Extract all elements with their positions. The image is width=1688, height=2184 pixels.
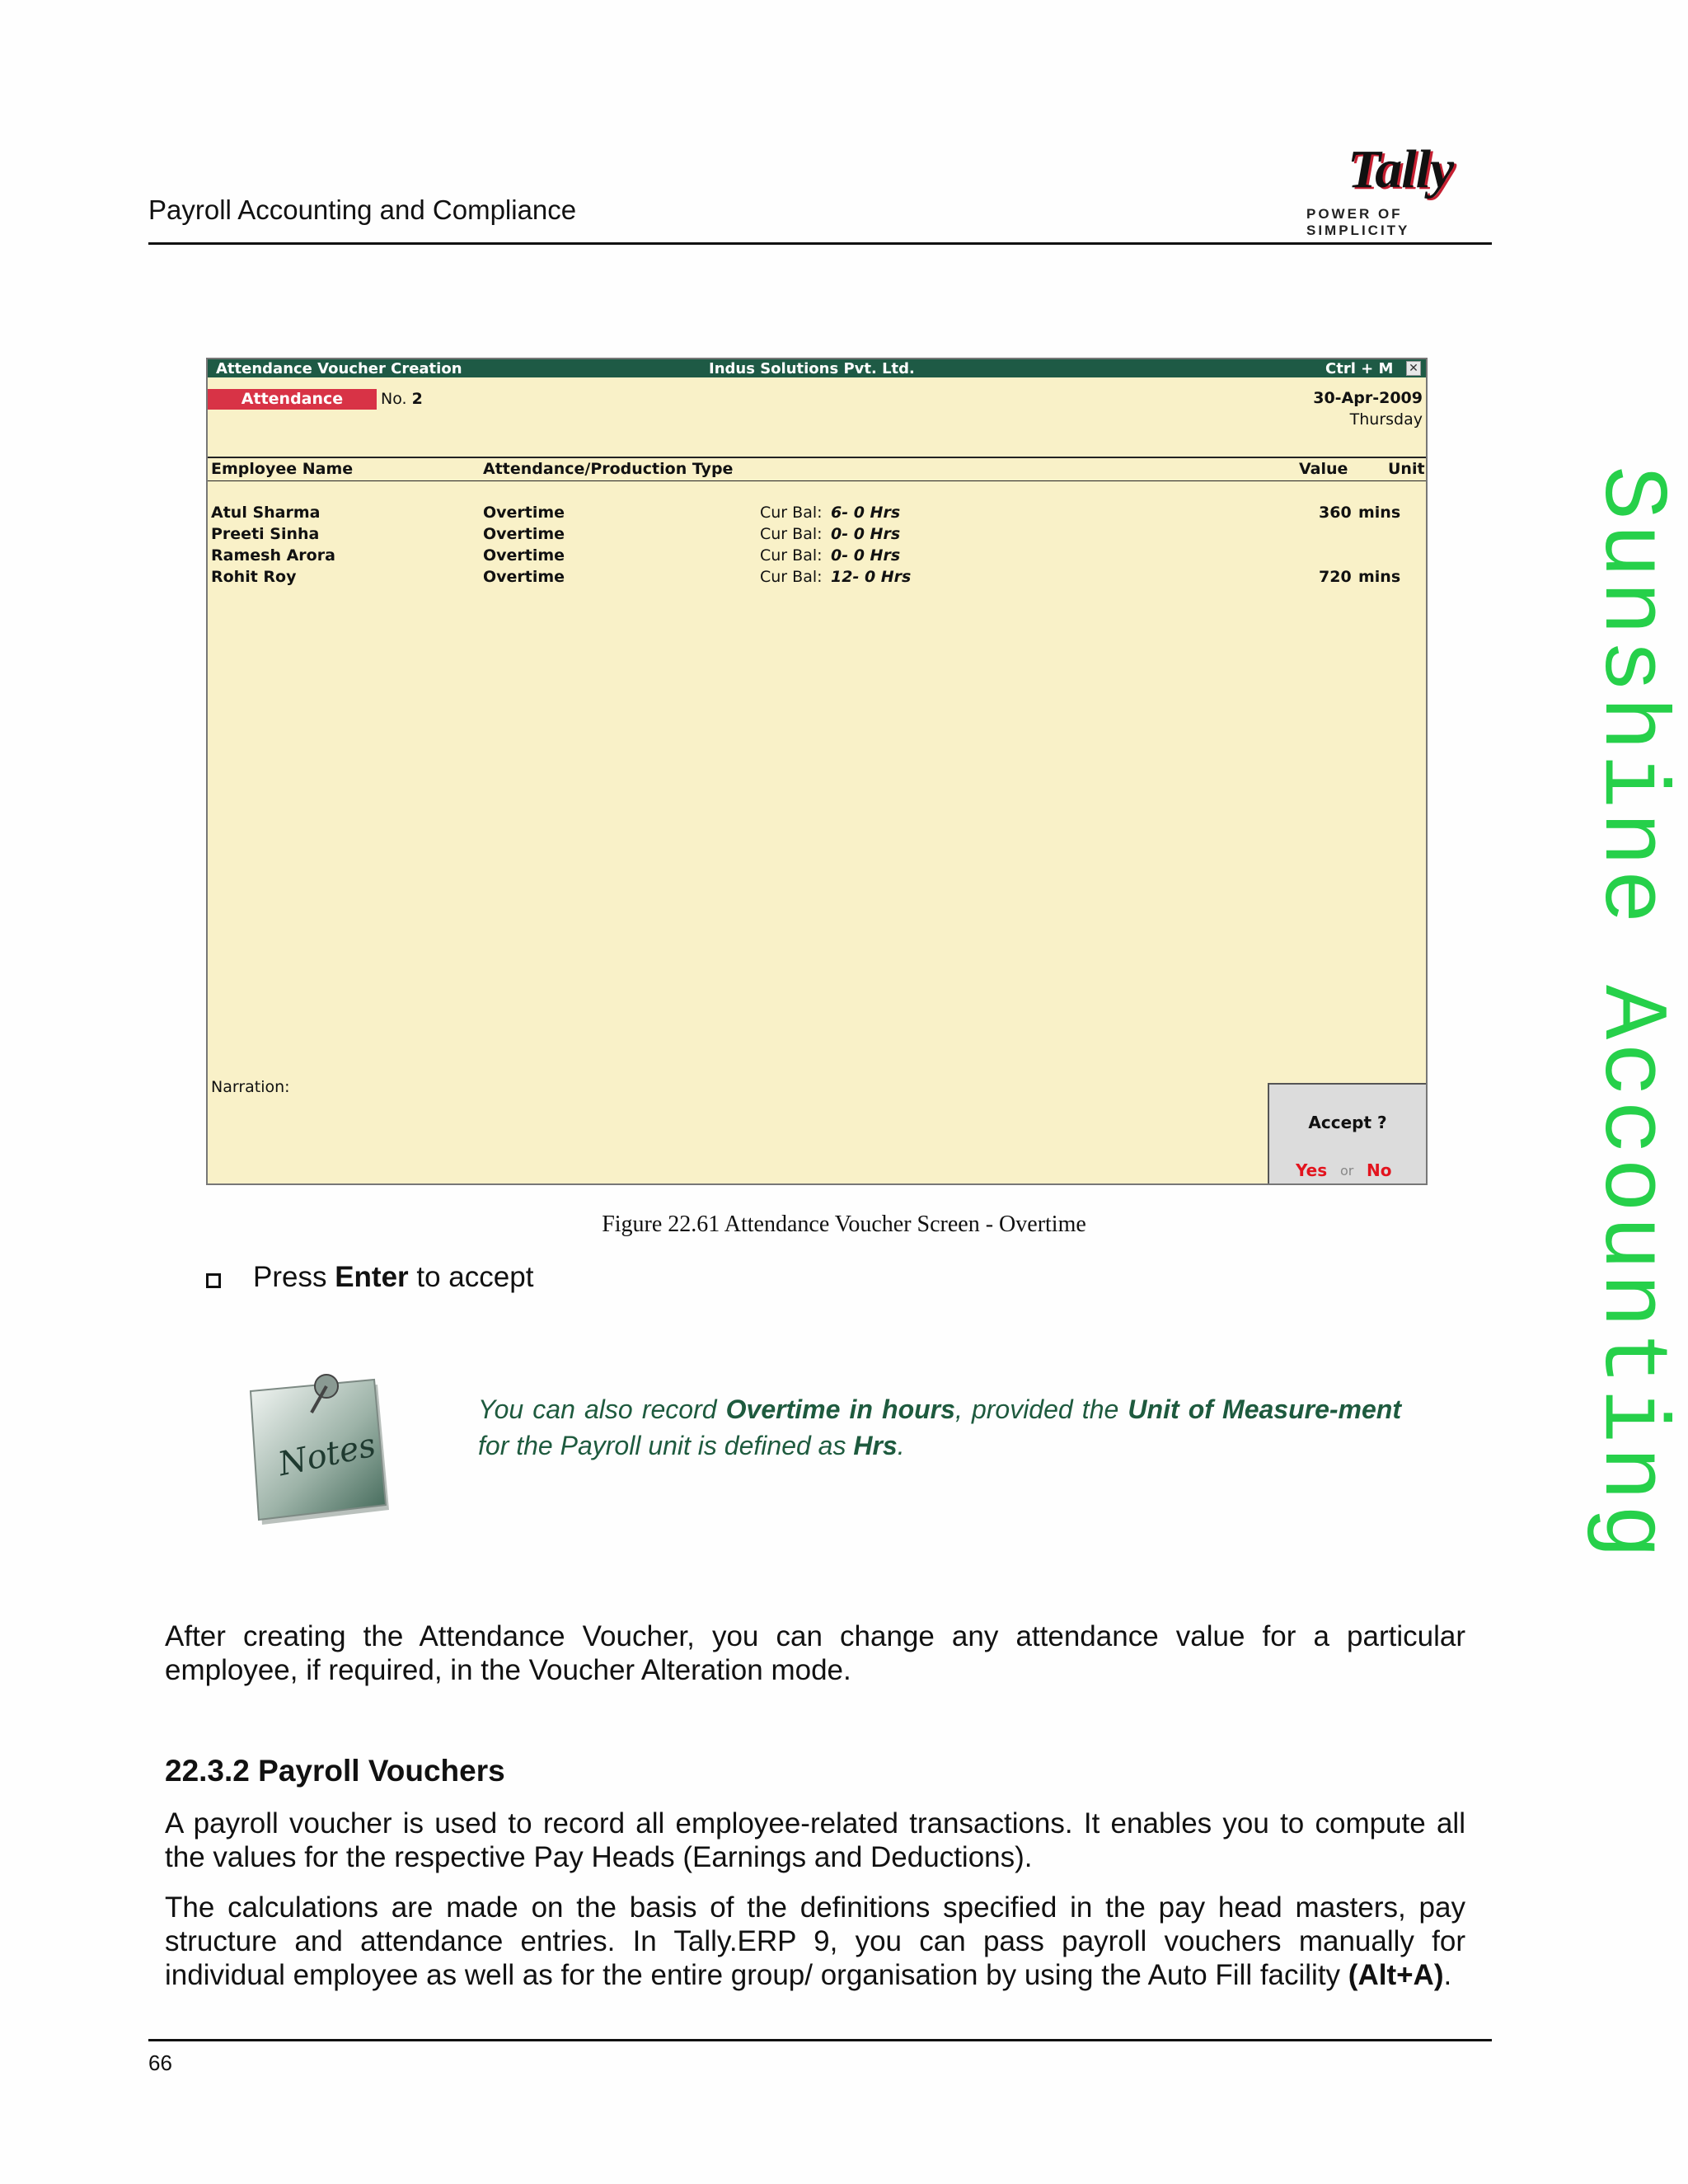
header-rule (148, 242, 1492, 245)
table-row[interactable] (208, 504, 1426, 525)
attendance-voucher-screen (206, 358, 1428, 1185)
cur-bal-label: Cur Bal: (760, 504, 823, 522)
notes-text-part: . (897, 1431, 905, 1460)
paragraph-shortcut: (Alt+A) (1348, 1959, 1444, 1991)
paragraph-end: . (1443, 1959, 1452, 1991)
tally-logo-word: Tally (1348, 139, 1454, 199)
column-attendance-type: Attendance/Production Type (483, 460, 734, 478)
employee-name: Ramesh Arora (211, 546, 335, 565)
cur-bal-value: 12- 0 Hrs (831, 568, 912, 586)
paragraph-payroll-voucher: A payroll voucher is used to record all employee-related transactions. It enables you to compute all the values for the respective Pay Heads (Earnings and Deductions). (165, 1807, 1465, 1873)
screen-title: Attendance Voucher Creation (216, 360, 462, 377)
accept-or-label: or (1340, 1163, 1354, 1179)
table-row[interactable] (208, 546, 1426, 568)
notes-text-part: You can also record (478, 1394, 726, 1424)
paragraph-text: The calculations are made on the basis of the definitions specified in the pay head masters, pay structure and attendance entries. In Tally.ERP 9, you can pass payroll vouchers manually for individual employee as well as for the entire group/ organisation by using the Auto Fill facility (165, 1891, 1465, 1991)
cur-bal-label: Cur Bal: (760, 546, 823, 565)
cur-bal-label: Cur Bal: (760, 568, 823, 586)
cur-bal-label: Cur Bal: (760, 525, 823, 543)
bullet-text-key: Enter (335, 1261, 409, 1293)
notes-text-bold: Hrs (853, 1431, 898, 1460)
accept-dialog (1268, 1083, 1426, 1183)
cur-bal-value: 0- 0 Hrs (831, 525, 901, 543)
document-header-title: Payroll Accounting and Compliance (148, 194, 577, 225)
bullet-text-post: to accept (408, 1261, 534, 1293)
cur-bal-value: 6- 0 Hrs (831, 504, 901, 522)
voucher-number (381, 390, 423, 408)
narration-field[interactable] (307, 1073, 1254, 1106)
notes-icon-label: Notes (274, 1426, 379, 1484)
screen-titlebar (208, 359, 1426, 377)
column-header-rule-bottom (208, 480, 1426, 481)
notes-text (478, 1391, 1401, 1464)
column-employee-name: Employee Name (211, 460, 354, 478)
attendance-type: Overtime (483, 546, 565, 565)
table-row[interactable] (208, 525, 1426, 546)
notes-text-part: , provided the (954, 1394, 1128, 1424)
voucher-type-badge[interactable]: Attendance (208, 389, 377, 410)
voucher-number-label: No. (381, 390, 407, 408)
voucher-date[interactable]: 30-Apr-2009 (1313, 389, 1423, 407)
paragraph-after-voucher: After creating the Attendance Voucher, you can change any attendance value for a particular employee, if required, in the Voucher Alteration mode. (165, 1620, 1465, 1686)
column-header-rule-top (208, 457, 1426, 458)
notes-icon (247, 1370, 396, 1535)
tally-logo (1306, 138, 1504, 238)
voucher-number-value[interactable]: 2 (411, 390, 423, 408)
accept-no-button[interactable]: No (1367, 1160, 1392, 1180)
company-name: Indus Solutions Pvt. Ltd. (709, 360, 915, 377)
column-value: Value (1299, 460, 1348, 478)
column-unit: Unit (1388, 460, 1425, 478)
tally-logo-tagline: POWER OF SIMPLICITY (1306, 206, 1410, 238)
notes-text-part: for the Payroll unit is defined as (478, 1431, 854, 1460)
voucher-day: Thursday (1349, 410, 1423, 429)
employee-name: Preeti Sinha (211, 525, 320, 543)
close-icon[interactable]: ✕ (1406, 361, 1421, 376)
attendance-type: Overtime (483, 568, 565, 586)
square-bullet-icon (206, 1273, 221, 1288)
accept-yes-button[interactable]: Yes (1296, 1160, 1328, 1180)
cur-bal-value: 0- 0 Hrs (831, 546, 901, 565)
attendance-type: Overtime (483, 525, 565, 543)
bullet-text-pre: Press (253, 1261, 335, 1293)
figure-caption: Figure 22.61 Attendance Voucher Screen - Overtime (602, 1212, 1086, 1237)
row-unit: mins (1358, 568, 1401, 586)
accept-question: Accept ? (1308, 1113, 1387, 1132)
shortcut-label: Ctrl + M (1325, 360, 1394, 377)
side-watermark: Sunshine Accounting (1578, 466, 1681, 1563)
bullet-instruction (253, 1261, 533, 1294)
narration-label: Narration: (211, 1078, 290, 1096)
paragraph-payroll-calculations (165, 1891, 1465, 1992)
page-number: 66 (148, 2050, 172, 2075)
employee-name: Atul Sharma (211, 504, 321, 522)
section-heading: 22.3.2 Payroll Vouchers (165, 1754, 505, 1788)
footer-rule (148, 2039, 1492, 2041)
row-value[interactable]: 360 (1319, 504, 1352, 522)
row-unit: mins (1358, 504, 1401, 522)
employee-name: Rohit Roy (211, 568, 297, 586)
row-value[interactable]: 720 (1319, 568, 1352, 586)
attendance-type: Overtime (483, 504, 565, 522)
table-row[interactable] (208, 568, 1426, 589)
notes-text-bold: Overtime in hours (725, 1394, 955, 1424)
notes-text-bold: Unit of Measure-ment (1128, 1394, 1402, 1424)
